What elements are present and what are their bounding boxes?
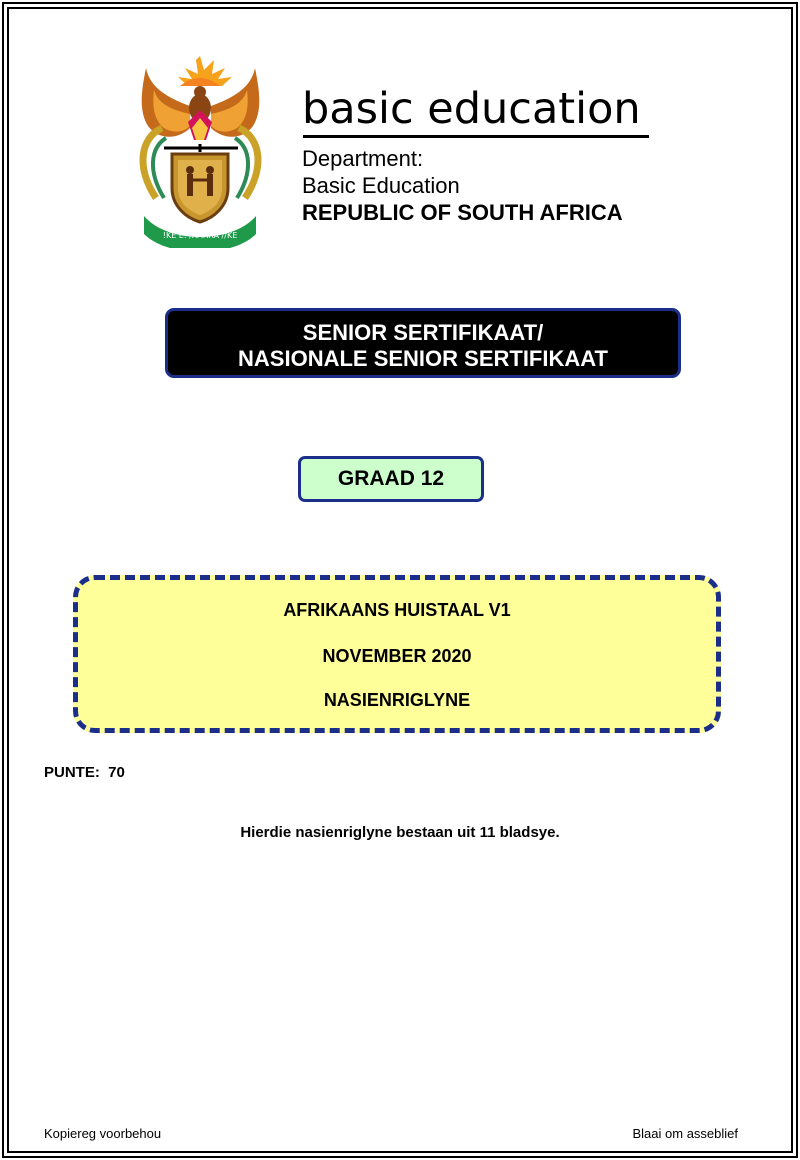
sun-icon bbox=[178, 56, 232, 86]
svg-text:!KE E: /XARRA //KE: !KE E: /XARRA //KE bbox=[162, 231, 238, 240]
copyright-notice: Kopiereg voorbehou bbox=[44, 1126, 162, 1141]
country-name: REPUBLIC OF SOUTH AFRICA bbox=[302, 200, 623, 225]
subject-panel bbox=[73, 575, 721, 733]
certificate-banner bbox=[165, 308, 681, 378]
turn-over-notice: Blaai om asseblief bbox=[632, 1126, 738, 1141]
page-count-note: Hierdie nasienriglyne bestaan uit 11 bladsye. bbox=[240, 824, 560, 841]
department-label: Department: bbox=[302, 146, 424, 171]
exam-session: NOVEMBER 2020 bbox=[322, 646, 472, 666]
grade-badge: GRAAD 12 bbox=[298, 456, 484, 502]
coat-of-arms-logo bbox=[128, 48, 273, 248]
total-marks: PUNTE: 70 bbox=[44, 764, 125, 781]
brand-title: basic education bbox=[302, 84, 641, 134]
certificate-line-1: SENIOR SERTIFIKAAT/ bbox=[302, 320, 544, 345]
brand-block bbox=[302, 84, 641, 134]
brand-divider bbox=[303, 135, 649, 138]
certificate-line-2: NASIONALE SENIOR SERTIFIKAAT bbox=[238, 346, 608, 371]
department-name: Basic Education bbox=[302, 173, 460, 198]
document-type: NASIENRIGLYNE bbox=[323, 690, 471, 710]
subject-name: AFRIKAANS HUISTAAL V1 bbox=[283, 600, 511, 620]
